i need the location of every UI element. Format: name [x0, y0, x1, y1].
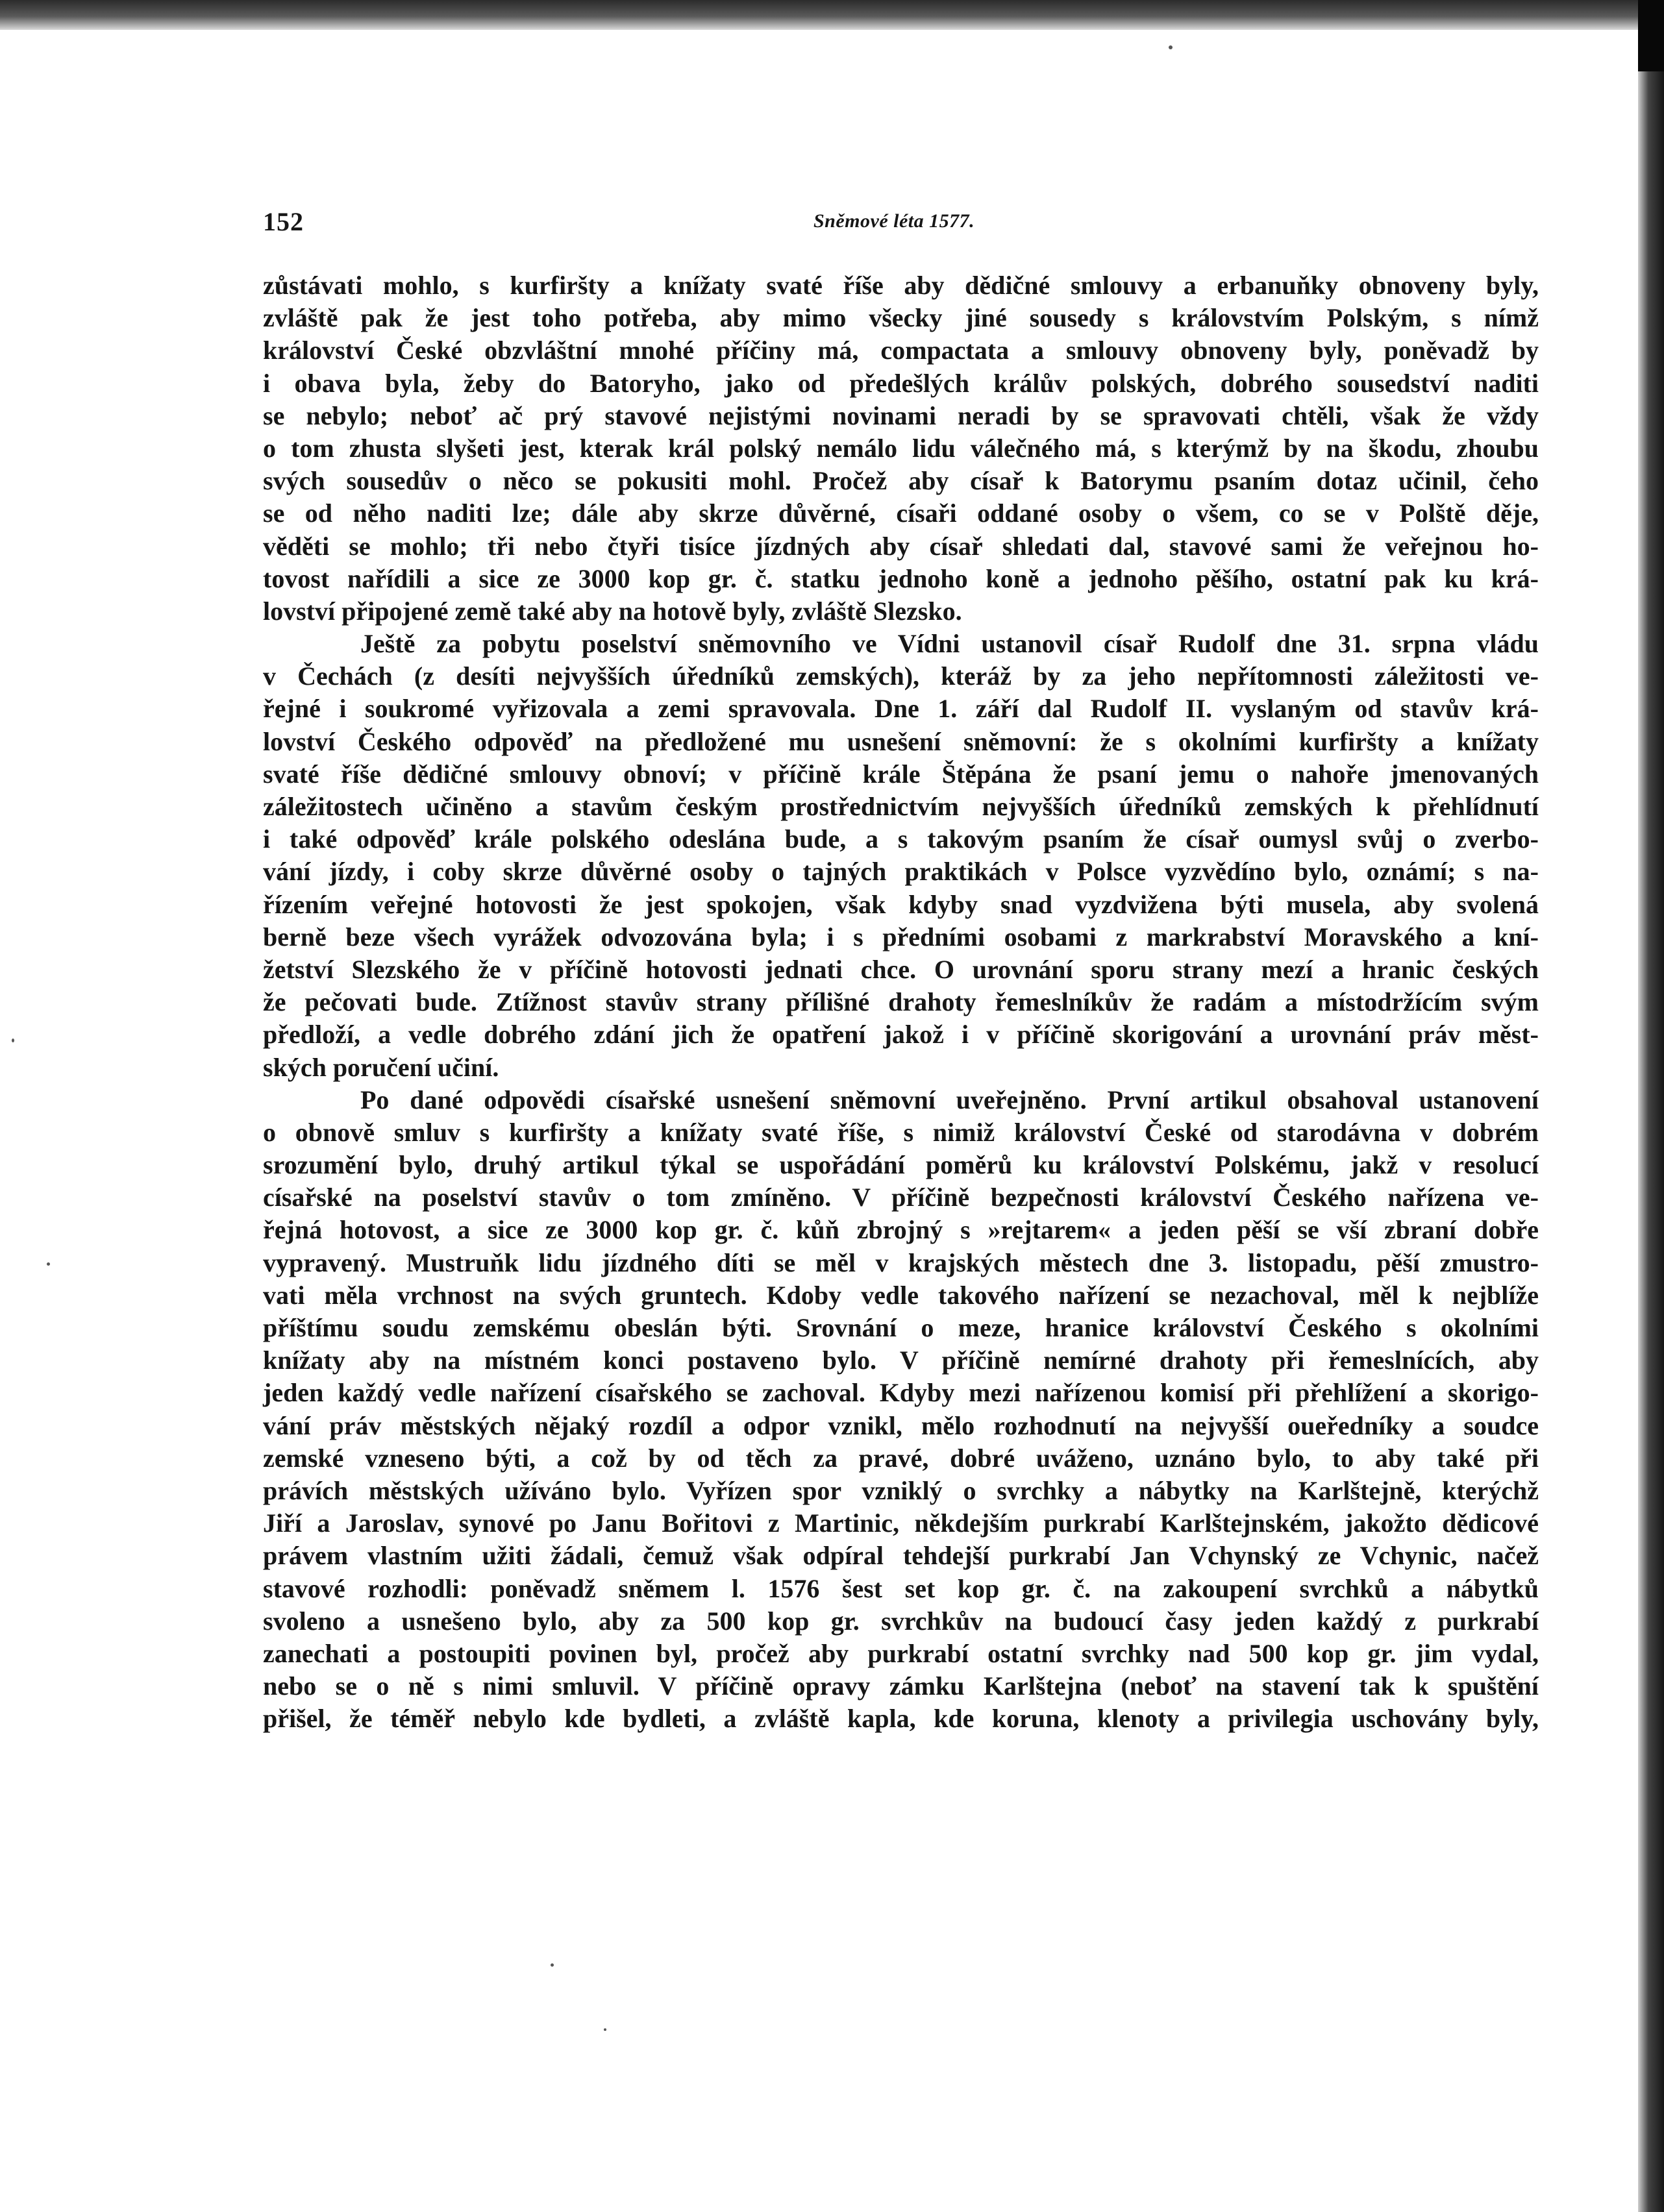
text-line: zemské vzneseno býti, a což by od těch za pravé, dobré uváženo, uznáno bylo, to aby také při	[263, 1443, 1539, 1473]
body-text	[263, 269, 1539, 1735]
text-line: přišel, že téměř nebylo kde bydleti, a zvláště kapla, kde koruna, klenoty a privilegia uschovány byly,	[263, 1704, 1539, 1734]
text-line: se nebylo; neboť ač prý stavové nejistými novinami neradi by se spravovati chtěli, však že vždy	[263, 400, 1539, 430]
text-line: svoleno a usnešeno bylo, aby za 500 kop gr. svrchkův na budoucí časy jeden každý z purkrabí	[263, 1606, 1539, 1636]
text-line: zůstávati mohlo, s kurfiršty a knížaty svaté říše aby dědičné smlouvy a erbanuňky obnoveny byly,	[263, 271, 1539, 300]
text-line: svých sousedův o něco se pokusiti mohl. Pročež aby císař k Batorymu psaním dotaz učinil, čeho	[263, 466, 1539, 496]
text-line: žetství Slezského že v příčině hotovosti jednati chce. O urovnání sporu strany mezí a hranic českých	[263, 954, 1539, 984]
text-line: Ještě za pobytu poselství sněmovního ve Vídni ustanovil císař Rudolf dne 31. srpna vládu	[360, 629, 1539, 659]
text-line: o tom zhusta slyšeti jest, kterak král polský nemálo lidu válečného má, s kterýmž by na škodu, zhoubu	[263, 433, 1539, 463]
paragraph	[263, 269, 1539, 628]
text-line: srozumění bylo, druhý artikul týkal se uspořádání poměrů ku království Polskému, jakž v resolucí	[263, 1150, 1539, 1180]
text-line: v Čechách (z desíti nejvyšších úředníků zemských), kteráž by za jeho nepřítomnosti záležitosti ve-	[263, 661, 1539, 691]
text-line: i také odpověď krále polského odeslána bude, a s takovým psaním že císař oumysl svůj o zverbo-	[263, 824, 1539, 854]
scan-speck	[12, 1038, 14, 1042]
text-line: záležitostech učiněno a stavům českým prostřednictvím nejvyšších úředníků zemských k přehlídnutí	[263, 792, 1539, 821]
text-line: příštímu soudu zemskému obeslán býti. Srovnání o meze, hranice království Českého s okolními	[263, 1313, 1539, 1342]
text-line: že pečovati bude. Ztížnost stavův strany přílišné drahoty řemeslníkův že radám a místodržícím svým	[263, 987, 1539, 1017]
text-line: lovství připojené země také aby na hotově byly, zvláště Slezsko.	[263, 596, 962, 626]
text-line: lovství Českého odpověď na předložené mu usnešení sněmovní: že s okolními kurfiršty a knížaty	[263, 726, 1539, 756]
text-line: zvláště pak že jest toho potřeba, aby mimo všecky jiné sousedy s královstvím Polským, s nímž	[263, 303, 1539, 333]
text-line: stavové rozhodli: poněvadž sněmem l. 1576 šest set kop gr. č. na zakoupení svrchků a nábytků	[263, 1573, 1539, 1603]
text-line: království České obzvláštní mnohé příčiny má, compactata a smlouvy obnoveny byly, poněvadž by	[263, 336, 1539, 365]
scan-edge-right	[1638, 0, 1664, 2212]
text-line: tovost nařídili a sice ze 3000 kop gr. č. statku jednoho koně a jednoho pěšího, ostatní pak ku krá-	[263, 563, 1539, 593]
text-line: řejná hotovost, a sice ze 3000 kop gr. č. kůň zbrojný s »rejtarem« a jeden pěší se vší zbraní dobře	[263, 1215, 1539, 1245]
paragraph	[263, 628, 1539, 1084]
text-line: řejné i soukromé vyřizovala a zemi spravovala. Dne 1. září dal Rudolf II. vyslaným od stavův krá-	[263, 694, 1539, 724]
scan-speck	[604, 2028, 606, 2031]
paragraph	[263, 1084, 1539, 1736]
text-line: Jiří a Jaroslav, synové po Janu Bořitovi z Martinic, někdejším purkrabí Karlštejnském, jakožto dědicové	[263, 1508, 1539, 1538]
text-line: císařské na poselství stavův o tom zmíněno. V příčině bezpečnosti království Českého nařízena ve-	[263, 1183, 1539, 1212]
text-line: vání práv městských nějaký rozdíl a odpor vznikl, mělo rozhodnutí na nejvyšší oueředníky a soudce	[263, 1410, 1539, 1440]
text-line: svaté říše dědičné smlouvy obnoví; v příčině krále Štěpána že psaní jemu o nahoře jmenovaných	[263, 759, 1539, 789]
text-line: vypravený. Mustruňk lidu jízdného díti se měl v krajských městech dne 3. listopadu, pěší zmustro-	[263, 1247, 1539, 1277]
running-title: Sněmové léta 1577.	[813, 210, 975, 232]
page-number: 152	[263, 207, 304, 236]
text-line: jeden každý vedle nařízení císařského se zachoval. Kdyby mezi nařízenou komisí při přehlížení a skorigo-	[263, 1378, 1539, 1408]
scan-corner-mark	[1638, 0, 1664, 71]
text-line: zanechati a postoupiti povinen byl, pročež aby purkrabí ostatní svrchky nad 500 kop gr. jim vydal,	[263, 1638, 1539, 1668]
scan-speck	[551, 1963, 554, 1967]
scan-speck	[1169, 45, 1173, 49]
text-line: knížaty aby na místném konci postaveno bylo. V příčině nemírné drahoty při řemeslnících, aby	[263, 1346, 1539, 1375]
text-line: řízením veřejné hotovosti že jest spokojen, však kdyby snad vyzdvižena býti musela, aby svolená	[263, 889, 1539, 919]
text-line: právích městských užíváno bylo. Vyřízen spor vzniklý o svrchky a nábytky na Karlštejně, kterýchž	[263, 1475, 1539, 1505]
text-line: nebo se o ně s nimi smluvil. V příčině opravy zámku Karlštejna (neboť na stavení tak k spuštění	[263, 1671, 1539, 1701]
text-line: věděti se mohlo; tři nebo čtyři tisíce jízdných aby císař shledati dal, stavové sami že veřejnou ho-	[263, 531, 1539, 561]
text-line: o obnově smluv s kurfiršty a knížaty svaté říše, s nimiž království České od starodávna v dobrém	[263, 1117, 1539, 1147]
scan-edge-top	[0, 0, 1664, 30]
text-line: předloží, a vedle dobrého zdání jich že opatření jakož i v příčině skorigování a urovnání práv měst-	[263, 1020, 1539, 1050]
text-line: i obava byla, žeby do Batoryho, jako od předešlých králův polských, dobrého sousedství naditi	[263, 368, 1539, 398]
text-line: právem vlastním užiti žádali, čemuž však odpíral tehdejší purkrabí Jan Vchynský ze Vchynic, načež	[263, 1541, 1539, 1571]
running-head	[263, 206, 1522, 239]
text-line: berně beze všech vyrážek odvozována byla; i s předními osobami z markrabství Moravského a kní-	[263, 922, 1539, 952]
text-line: vati měla vrchnost na svých gruntech. Kdoby vedle takového nařízení se nezachoval, měl k nejblíže	[263, 1280, 1539, 1310]
scan-speck	[47, 1262, 50, 1266]
text-line: Po dané odpovědi císařské usnešení sněmovní uveřejněno. První artikul obsahoval ustanovení	[360, 1085, 1539, 1114]
text-line: vání jízdy, i coby skrze důvěrné osoby o tajných praktikách v Polsce vyzvědíno bylo, oznámí; s na-	[263, 857, 1539, 887]
text-line: se od něho naditi lze; dále aby skrze důvěrné, císaři oddané osoby o všem, co se v Polště děje,	[263, 498, 1539, 528]
text-line: ských poručení učiní.	[263, 1052, 499, 1082]
